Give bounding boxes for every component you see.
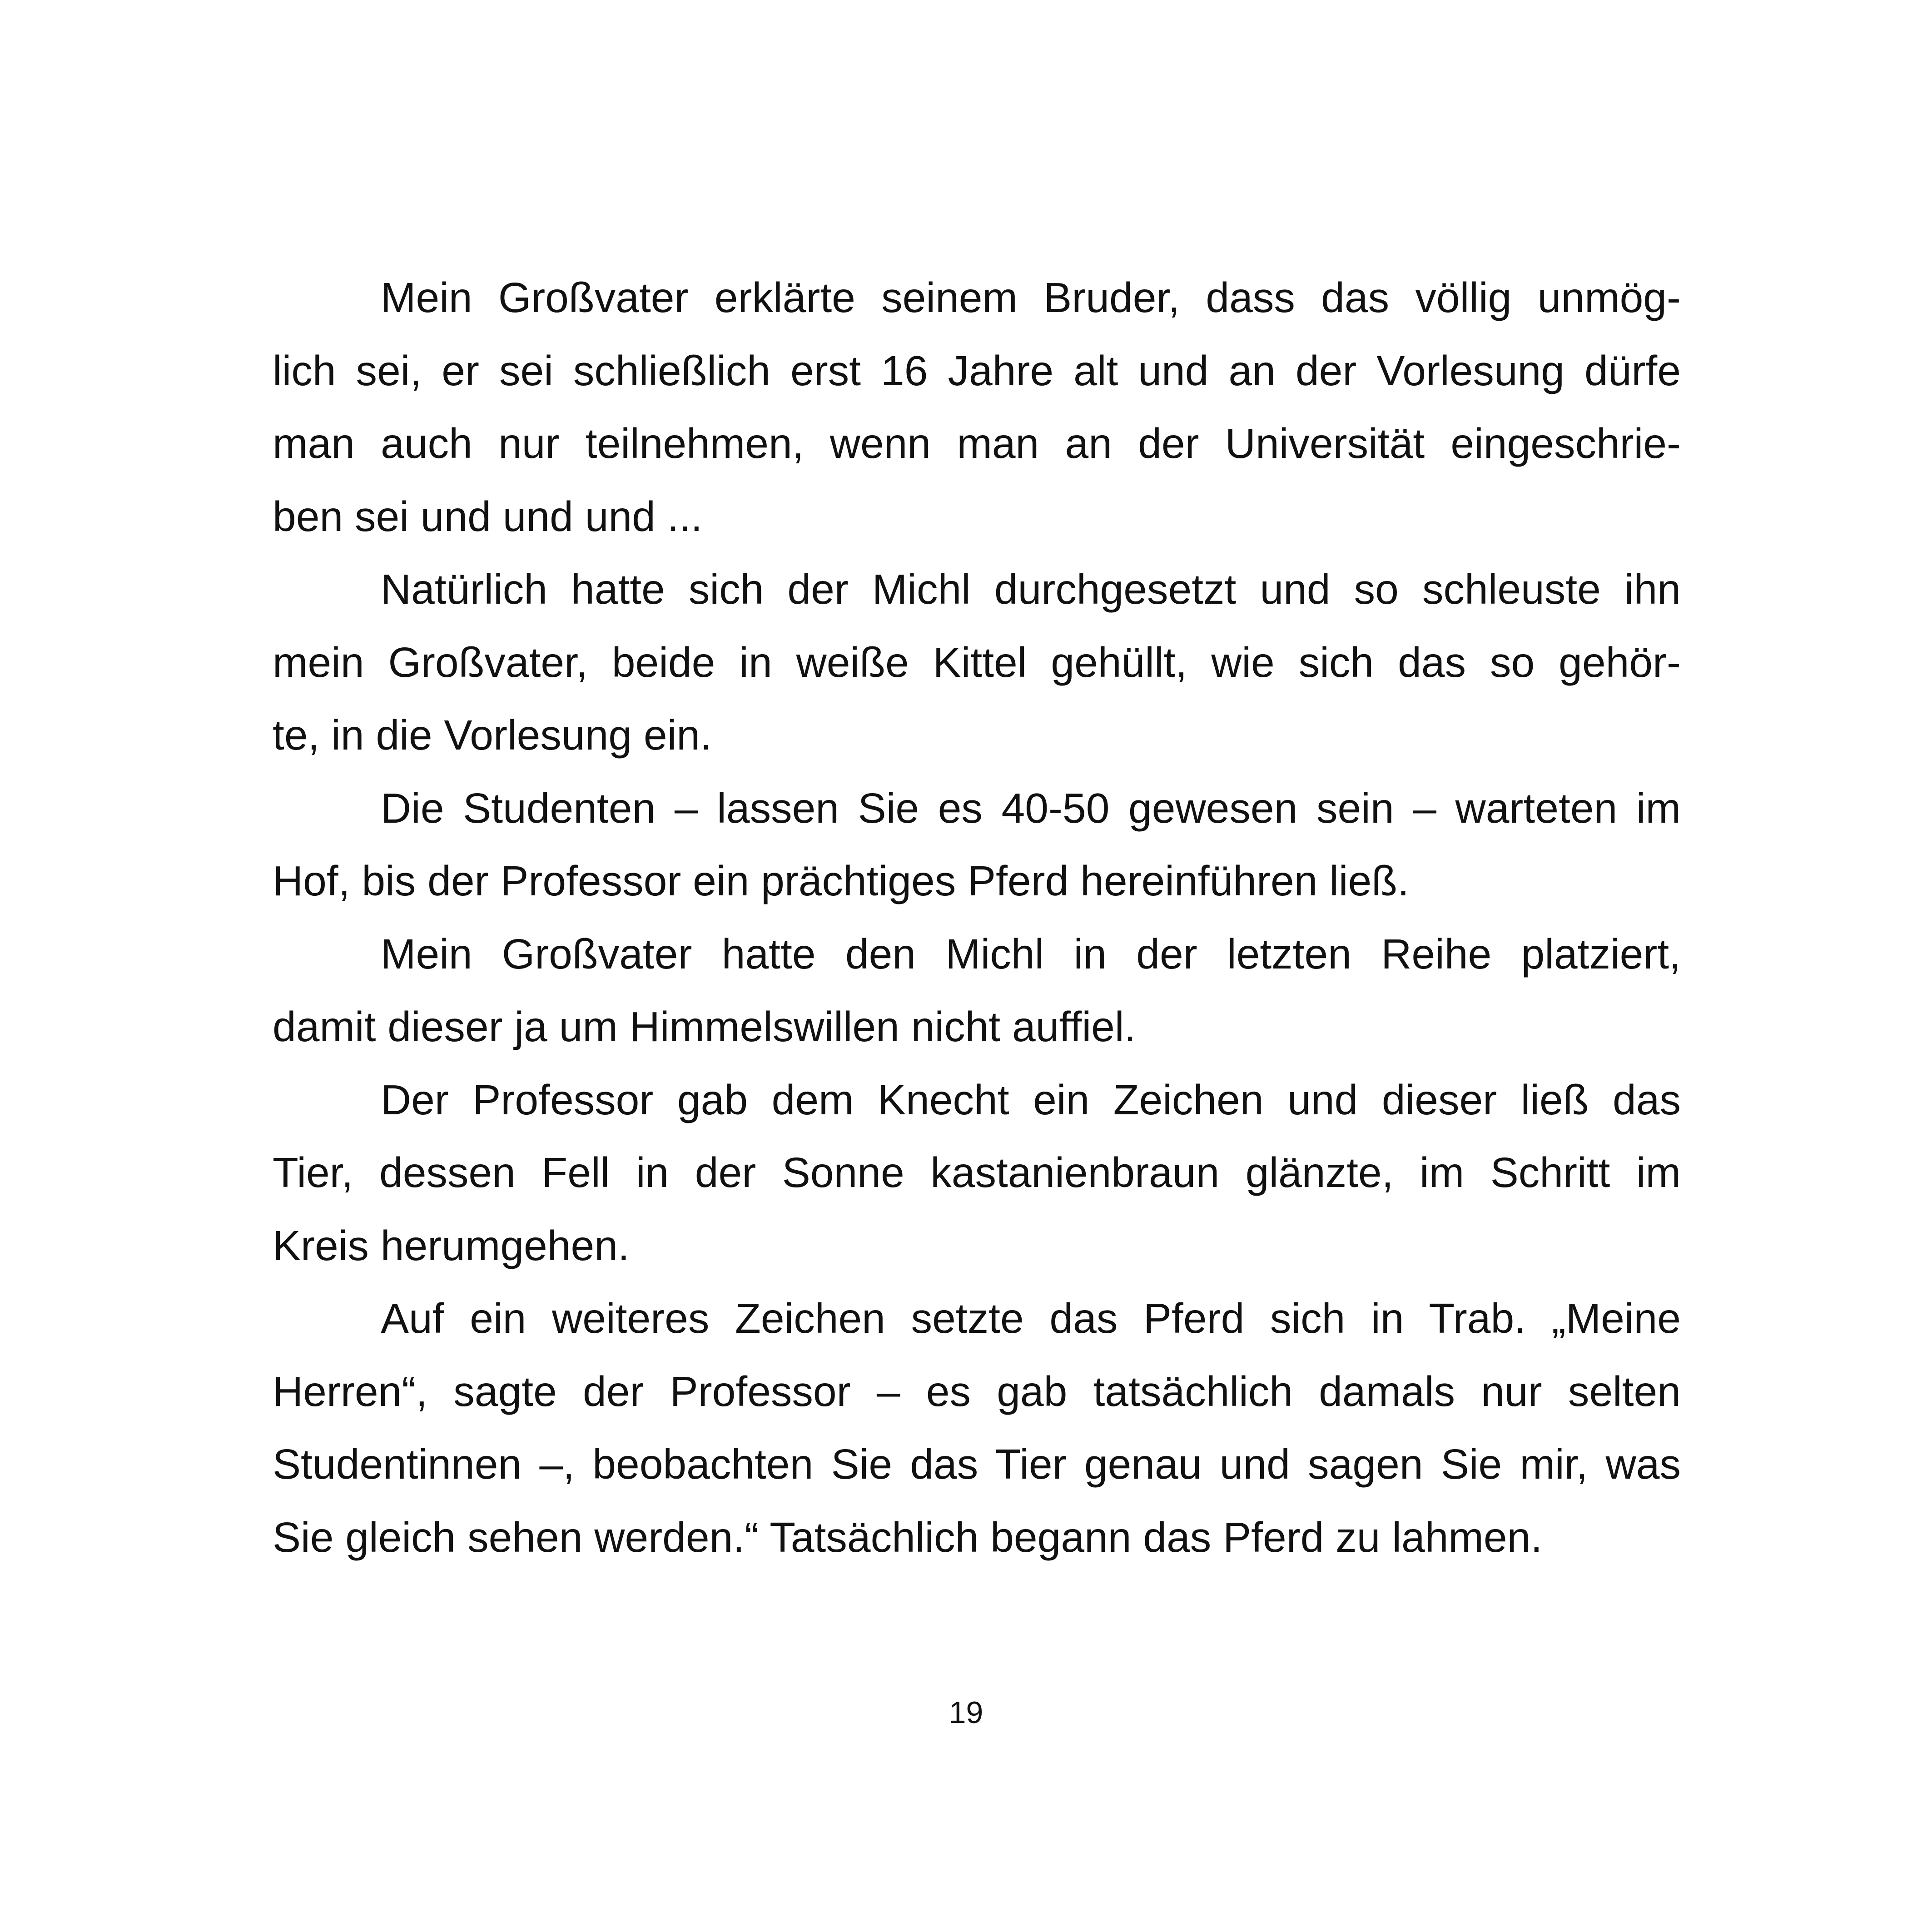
- paragraph-6: [273, 1282, 1681, 1574]
- text-line: Mein Großvater erklärte seinem Bruder, dass das völlig unmög-: [381, 274, 1681, 321]
- text-line: Studentinnen –, beobachten Sie das Tier genau und sagen Sie mir, was: [273, 1440, 1681, 1488]
- text-line: Natürlich hatte sich der Michl durchgesetzt und so schleuste ihn: [381, 566, 1681, 613]
- page-number: 19: [949, 1695, 983, 1730]
- text-line: Kreis herumgehen.: [273, 1222, 630, 1269]
- text-line: Sie gleich sehen werden.“ Tatsächlich begann das Pferd zu lahmen.: [273, 1513, 1543, 1561]
- text-line: Hof, bis der Professor ein prächtiges Pferd hereinführen ließ.: [273, 857, 1409, 904]
- paragraph-4: [273, 918, 1681, 1063]
- text-line: te, in die Vorlesung ein.: [273, 711, 712, 759]
- paragraph-2: [273, 553, 1681, 772]
- text-line: man auch nur teilnehmen, wenn man an der Universität eingeschrie-: [273, 420, 1681, 467]
- paragraph-1: [273, 261, 1681, 553]
- text-line: Die Studenten – lassen Sie es 40-50 gewesen sein – warteten im: [381, 784, 1681, 832]
- body-text: [273, 261, 1681, 1574]
- text-line: lich sei, er sei schließlich erst 16 Jahre alt und an der Vorlesung dürfe: [273, 347, 1681, 394]
- paragraph-3: [273, 772, 1681, 918]
- text-line: Auf ein weiteres Zeichen setzte das Pferd sich in Trab. „Meine: [381, 1295, 1681, 1342]
- text-line: mein Großvater, beide in weiße Kittel gehüllt, wie sich das so gehör-: [273, 638, 1681, 686]
- text-line: Tier, dessen Fell in der Sonne kastanienbraun glänzte, im Schritt im: [273, 1149, 1681, 1196]
- text-line: damit dieser ja um Himmelswillen nicht auffiel.: [273, 1003, 1136, 1050]
- paragraph-5: [273, 1063, 1681, 1282]
- text-line: Herren“, sagte der Professor – es gab tatsächlich damals nur selten: [273, 1367, 1681, 1415]
- text-line: Der Professor gab dem Knecht ein Zeichen und dieser ließ das: [381, 1076, 1681, 1123]
- text-line: ben sei und und und ...: [273, 492, 703, 540]
- text-line: Mein Großvater hatte den Michl in der letzten Reihe platziert,: [381, 930, 1681, 978]
